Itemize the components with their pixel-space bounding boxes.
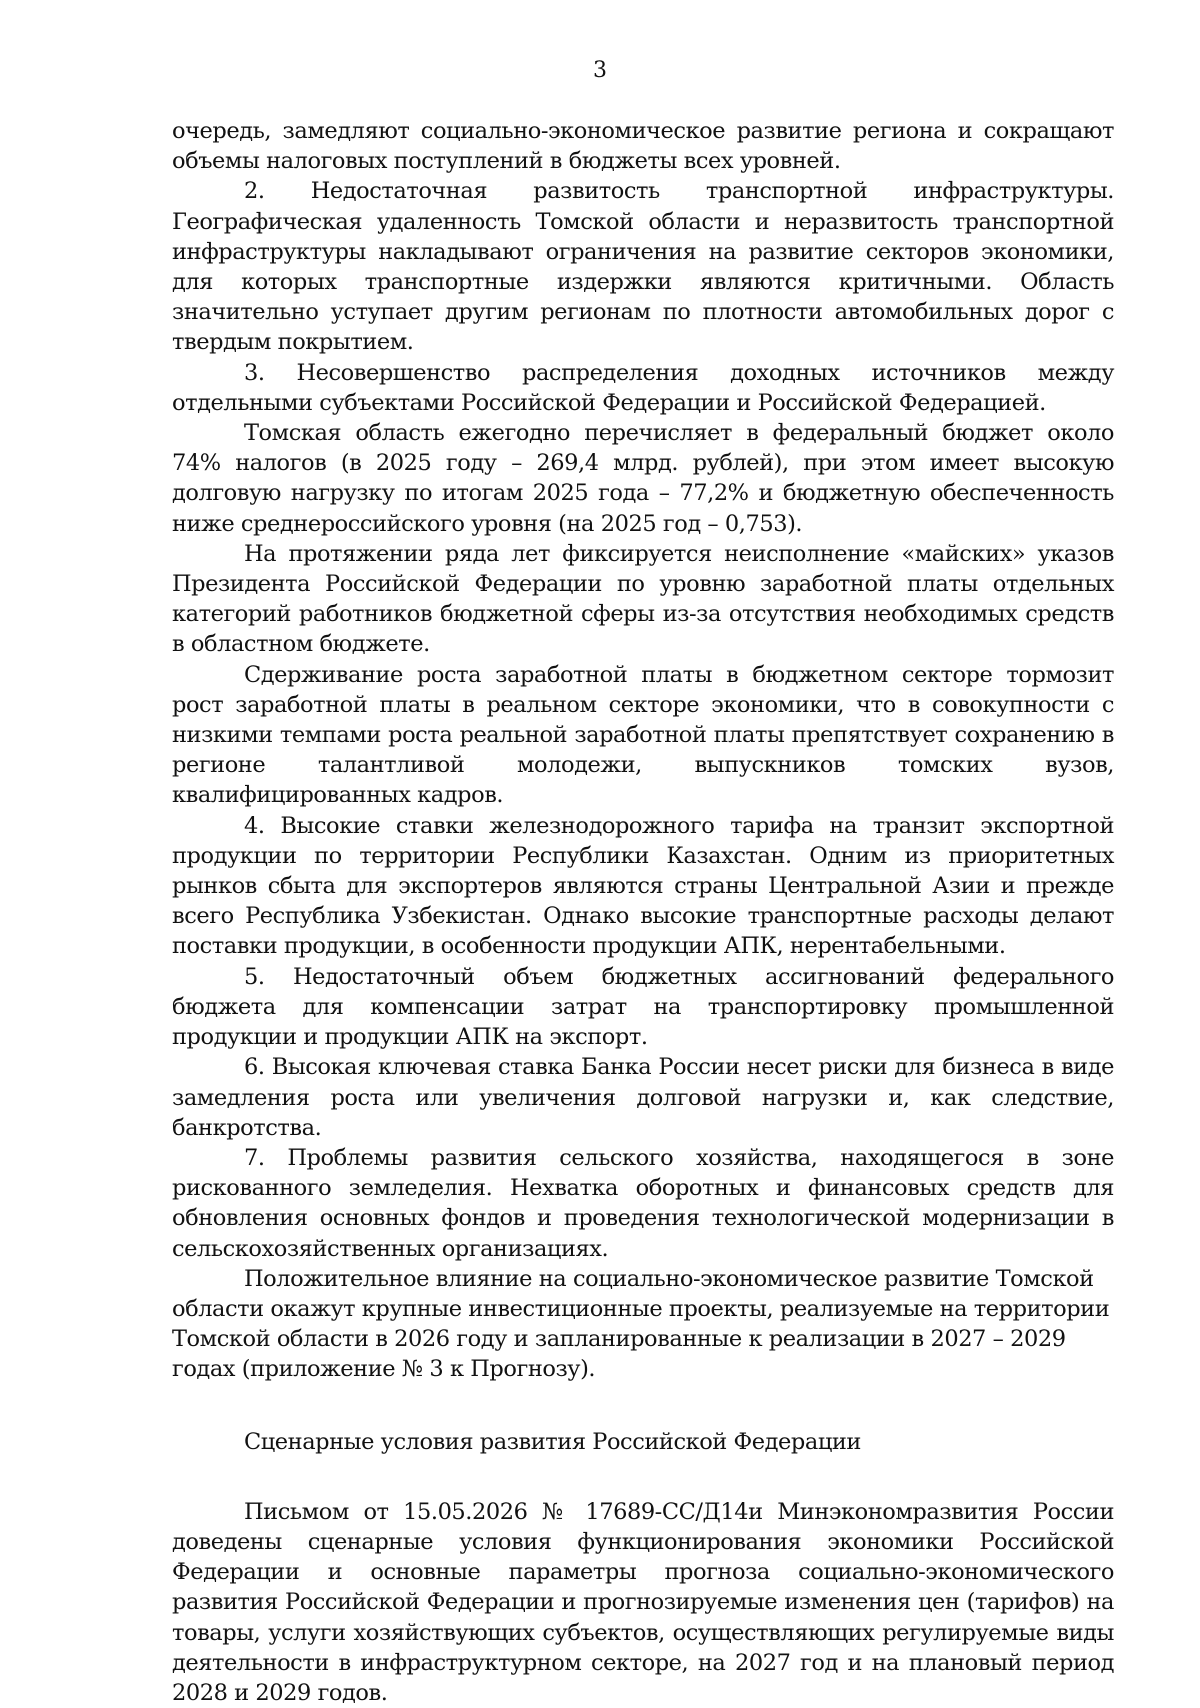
- paragraph-revenue-distribution: 3. Несовершенство распределения доходных источников между отдельными субъектами Российской Федерации и Российской Федерацией.: [172, 359, 1114, 416]
- page-number: 3: [593, 58, 607, 83]
- paragraph-key-rate: 6. Высокая ключевая ставка Банка России несет риски для бизнеса в виде замедления роста или увеличения долговой нагрузки и, как следствие, банкротства.: [172, 1054, 1114, 1141]
- paragraph-wage-restraint: Сдерживание роста заработной платы в бюджетном секторе тормозит рост заработной платы в реальном секторе экономики, что в совокупности с низкими темпами роста реальной заработной платы препятствует сохранению в регионе талантливой молодежи, выпускников томских вузов, квалифицированных кадров.: [172, 661, 1114, 809]
- paragraph-investment-projects: Положительное влияние на социально-экономическое развитие Томской области окажут крупные инвестиционные проекты, реализуемые на территории Томской области в 2026 году и запланированные к реализации в 2027 – 2029 годах (приложение № 3 к Прогнозу).: [172, 1265, 1110, 1383]
- section-heading: Сценарные условия развития Российской Федерации: [244, 1428, 861, 1455]
- paragraph-scenario-conditions: Письмом от 15.05.2026 № 17689-СС/Д14и Минэкономразвития России доведены сценарные условия функционирования экономики Российской Федерации и основные параметры прогноза социально-экономического развития Российской Федерации и прогнозируемые изменения цен (тарифов) на товары, услуги хозяйствующих субъектов, осуществляющих регулируемые виды деятельности в инфраструктурном секторе, на 2027 год и на плановый период 2028 и 2029 годов.: [172, 1498, 1114, 1706]
- paragraph-continuation: очередь, замедляют социально-экономическое развитие региона и сокращают объемы налоговых поступлений в бюджеты всех уровней.: [172, 118, 1114, 175]
- paragraph-federal-budget: Томская область ежегодно перечисляет в федеральный бюджет около 74% налогов (в 2025 году – 269,4 млрд. рублей), при этом имеет высокую долговую нагрузку по итогам 2025 года – 77,2% и бюджетную обеспеченность ниже среднероссийского уровня (на 2025 год – 0,753).: [172, 420, 1114, 537]
- paragraph-budget-allocations: 5. Недостаточный объем бюджетных ассигнований федерального бюджета для компенсации затрат на транспортировку промышленной продукции и продукции АПК на экспорт.: [172, 963, 1114, 1051]
- paragraph-agriculture: 7. Проблемы развития сельского хозяйства, находящегося в зоне рискованного земледелия. Нехватка оборотных и финансовых средств для обновления основных фондов и проведения технологической модернизации в сельскохозяйственных организациях.: [172, 1144, 1114, 1262]
- document-body: [172, 116, 1114, 1708]
- paragraph-transport-infrastructure: 2. Недостаточная развитость транспортной инфраструктуры. Географическая удаленность Томской области и неразвитость транспортной инфраструктуры накладывают ограничения на развитие секторов экономики, для которых транспортные издержки являются критичными. Область значительно уступает другим регионам по плотности автомобильных дорог с твердым покрытием.: [172, 178, 1114, 356]
- paragraph-railway-tariff: 4. Высокие ставки железнодорожного тарифа на транзит экспортной продукции по территории Республики Казахстан. Одним из приоритетных рынков сбыта для экспортеров являются страны Центральной Азии и прежде всего Республика Узбекистан. Однако высокие транспортные расходы делают поставки продукции, в особенности продукции АПК, нерентабельными.: [172, 812, 1114, 960]
- paragraph-may-decrees: На протяжении ряда лет фиксируется неисполнение «майских» указов Президента Российской Федерации по уровню заработной платы отдельных категорий работников бюджетной сферы из-за отсутствия необходимых средств в областном бюджете.: [172, 540, 1114, 658]
